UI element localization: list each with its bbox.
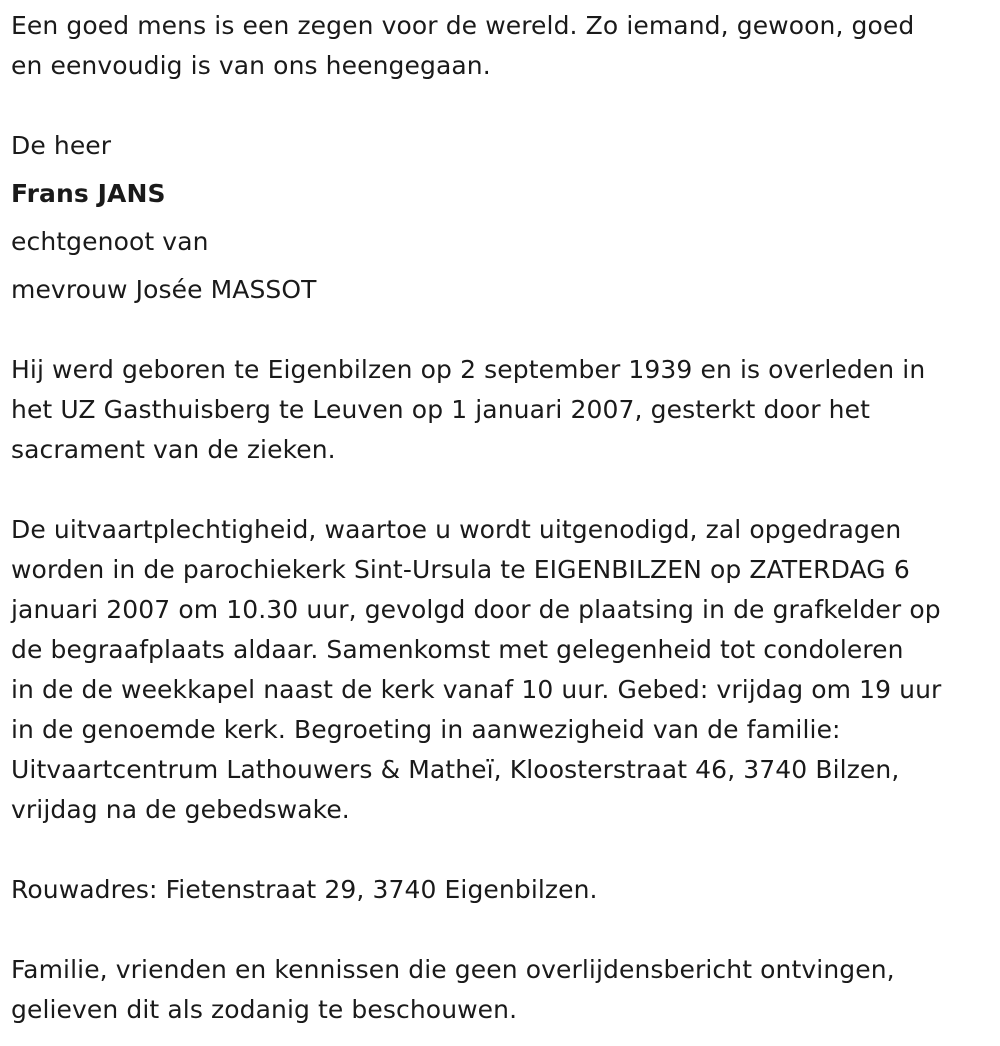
salutation: De heer xyxy=(11,131,112,160)
text-line: Hij werd geboren te Eigenbilzen op 2 september 1939 en is overleden in xyxy=(11,355,926,384)
birth-death-paragraph xyxy=(11,350,925,470)
text-line: de begraafplaats aldaar. Samenkomst met gelegenheid tot condoleren xyxy=(11,635,904,664)
deceased-name: Frans JANS xyxy=(11,179,166,208)
text-line: januari 2007 om 10.30 uur, gevolgd door de plaatsing in de grafkelder op xyxy=(11,595,941,624)
text-line: De uitvaartplechtigheid, waartoe u wordt uitgenodigd, zal opgedragen xyxy=(11,515,902,544)
text-line: Een goed mens is een zegen voor de wereld. Zo iemand, gewoon, goed xyxy=(11,11,915,40)
text-line: in de genoemde kerk. Begroeting in aanwezigheid van de familie: xyxy=(11,715,841,744)
family-note-paragraph xyxy=(11,950,895,1030)
text-line: Uitvaartcentrum Lathouwers & Matheï, Kloosterstraat 46, 3740 Bilzen, xyxy=(11,755,900,784)
funeral-paragraph xyxy=(11,510,941,830)
text-line: sacrament van de zieken. xyxy=(11,435,336,464)
text-line: het UZ Gasthuisberg te Leuven op 1 januari 2007, gesterkt door het xyxy=(11,395,871,424)
spouse-name: mevrouw Josée MASSOT xyxy=(11,275,317,304)
text-line: Familie, vrienden en kennissen die geen overlijdensbericht ontvingen, xyxy=(11,955,895,984)
relation: echtgenoot van xyxy=(11,227,209,256)
text-line: worden in de parochiekerk Sint-Ursula te EIGENBILZEN op ZATERDAG 6 xyxy=(11,555,910,584)
intro-paragraph xyxy=(11,6,914,86)
text-line: en eenvoudig is van ons heengegaan. xyxy=(11,51,491,80)
text-line: gelieven dit als zodanig te beschouwen. xyxy=(11,995,518,1024)
address-paragraph xyxy=(11,870,598,910)
mourning-address: Rouwadres: Fietenstraat 29, 3740 Eigenbilzen. xyxy=(11,875,598,904)
deceased-block xyxy=(11,122,317,314)
text-line: vrijdag na de gebedswake. xyxy=(11,795,350,824)
text-line: in de de weekkapel naast de kerk vanaf 10 uur. Gebed: vrijdag om 19 uur xyxy=(11,675,942,704)
